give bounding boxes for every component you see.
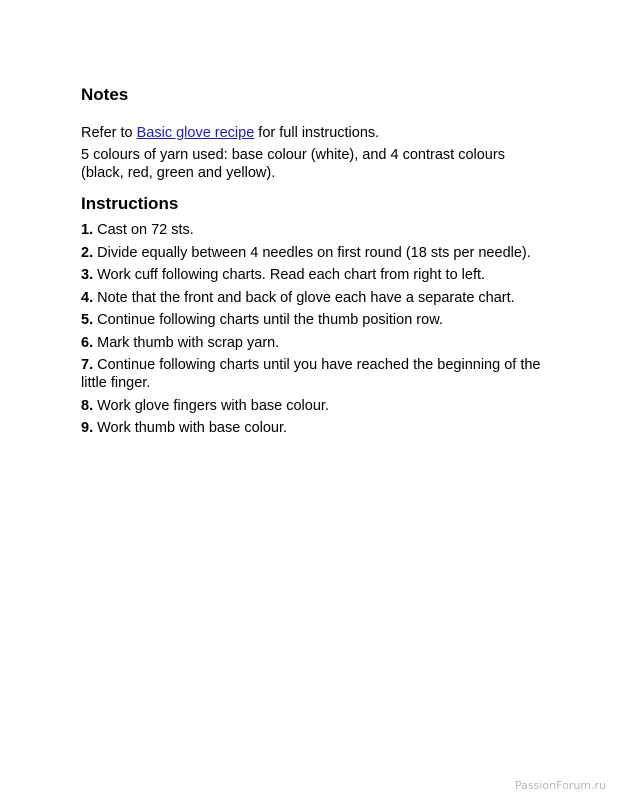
list-item [81,356,551,392]
step-number: 7. [81,357,94,373]
step-number: 3. [81,267,94,283]
step-text: Divide equally between 4 needles on first round (18 sts per needle). [93,244,531,261]
document-page [81,84,551,442]
step-number: 4. [81,289,94,306]
list-item [81,334,551,352]
step-text: Mark thumb with scrap yarn. [93,334,280,351]
list-item [81,266,551,284]
step-text: Note that the front and back of glove each have a separate chart. [93,289,515,306]
list-item [81,221,551,239]
step-number: 2. [81,244,94,261]
notes-heading: Notes [81,85,129,104]
step-text: Continue following charts until you have reached the beginning of the little finger. [81,357,541,391]
basic-glove-recipe-link[interactable]: Basic glove recipe [136,125,255,141]
list-item [81,311,551,329]
step-text: Continue following charts until the thumb position row. [93,312,443,328]
list-item [81,397,551,415]
step-number: 9. [81,420,94,436]
yarn-paragraph: 5 colours of yarn used: base colour (white), and 4 contrast colours (black, red, green and yellow). [81,147,505,181]
list-item [81,289,551,307]
step-text: Work cuff following charts. Read each chart from right to left. [93,267,486,283]
refer-prefix: Refer to [81,125,137,141]
refer-suffix: for full instructions. [254,125,380,141]
list-item [81,419,551,437]
step-number: 5. [81,312,94,328]
step-number: 1. [81,222,94,238]
instructions-heading: Instructions [81,194,179,213]
step-text: Work glove fingers with base colour. [93,397,329,414]
watermark: PassionForum.ru [515,779,606,792]
step-number: 6. [81,334,94,351]
step-text: Work thumb with base colour. [93,420,288,436]
list-item [81,244,551,262]
step-number: 8. [81,397,94,414]
step-text: Cast on 72 sts. [93,222,194,238]
refer-paragraph [81,124,551,142]
instructions-list [81,221,551,437]
